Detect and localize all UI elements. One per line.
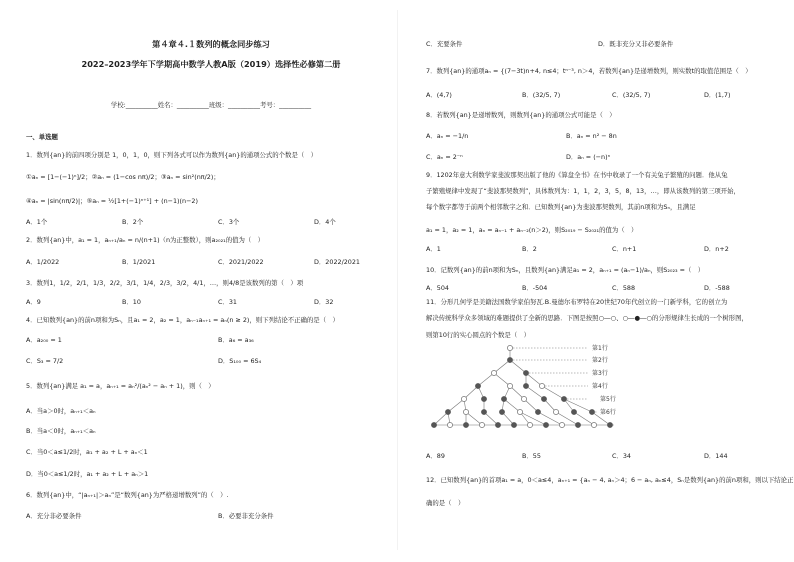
page-title: 第４章４.１数列的概念同步练习 bbox=[152, 39, 270, 49]
node-solid bbox=[541, 396, 546, 401]
option-d: D．144 bbox=[704, 452, 728, 460]
node-solid bbox=[543, 422, 548, 427]
fractal-tree-diagram bbox=[428, 340, 628, 440]
node-hollow bbox=[553, 409, 558, 414]
node-hollow bbox=[447, 422, 452, 427]
option-d: D．-588 bbox=[704, 284, 730, 292]
node-hollow bbox=[591, 422, 596, 427]
option-b: B．a₆ = a₃₆ bbox=[218, 336, 254, 344]
option-c: C．n+1 bbox=[612, 245, 637, 253]
question-12: 确的是（ ） bbox=[426, 499, 465, 507]
option-c: C．2021/2022 bbox=[218, 258, 264, 266]
node-solid bbox=[523, 370, 528, 375]
option-d: D．2022/2021 bbox=[314, 258, 360, 266]
option-c: C．34 bbox=[612, 452, 631, 460]
node-solid bbox=[507, 357, 512, 362]
question-1: 1．数列{an}的前四项分别是 1，0，1，0，则下列各式可以作为数列{an}的通项公式的个数是（ ） bbox=[26, 151, 318, 159]
question-9: a₁ = 1，a₂ = 1，aₙ = aₙ₋₁ + aₙ₋₂(n＞2)，则S₂₀₁₉ − S₂₀₂₁的值为（ ） bbox=[426, 226, 638, 234]
option-b: B．必要非充分条件 bbox=[218, 512, 274, 520]
row-label: 第1行 bbox=[592, 345, 608, 352]
page-subtitle: 2022–2023学年下学期高中数学人教A版（2019）选择性必修第二册 bbox=[81, 59, 341, 69]
question-5: 5．数列{an}满足 a₁ = a，aₙ₊₁ = aₙ²/(aₙ² − aₙ + 1)，则（ ） bbox=[26, 382, 215, 390]
option-b: B．-504 bbox=[522, 284, 548, 292]
option-a: A．aₙ = −1/n bbox=[426, 132, 469, 140]
row-label: 第5行 bbox=[600, 396, 616, 403]
option-b: B．1/2021 bbox=[122, 258, 156, 266]
option-b: B．(32/5, 7) bbox=[522, 91, 561, 99]
option-a: A．a₂₀₀ = 1 bbox=[26, 336, 62, 344]
option-d: D．既非充分又非必要条件 bbox=[598, 40, 674, 48]
node-hollow bbox=[463, 409, 468, 414]
node-hollow bbox=[461, 396, 466, 401]
node-solid bbox=[561, 396, 566, 401]
option-d: D．4个 bbox=[314, 218, 336, 226]
node-solid bbox=[499, 409, 504, 414]
option-c: C．588 bbox=[612, 284, 636, 292]
question-3: 3．数列1，1/2，2/1，1/3，2/2，3/1，1/4，2/3，3/2，4/1，…，则4/8是该数列的第（ ）项 bbox=[26, 279, 304, 287]
option-a: A．1个 bbox=[26, 218, 48, 226]
option-d: D．当0＜a≤1/2时，a₁ + a₂ + L + aₙ＞1 bbox=[26, 470, 149, 478]
option-b: B．55 bbox=[522, 452, 541, 460]
question-12: 12．已知数列{an}的首项a₁ = a，0＜a≤4，aₙ₊₁ = {aₙ − 4, aₙ＞4；6 − aₙ, aₙ≤4，Sₙ是数列{an}的前n项和，则以下结论正 bbox=[426, 476, 794, 484]
option-a: A．504 bbox=[426, 284, 449, 292]
option-c: C．充要条件 bbox=[426, 40, 463, 48]
option-b: B．当a＜0时，aₙ₊₁＜aₙ bbox=[26, 427, 96, 435]
section-heading: 一、单选题 bbox=[26, 133, 58, 141]
option-d: D．(1,7) bbox=[704, 91, 731, 99]
option-b: B．aₙ = n² − 8n bbox=[566, 132, 617, 140]
option-a: A．当a＞0时，aₙ₊₁＜aₙ bbox=[26, 407, 96, 415]
node-solid bbox=[523, 383, 528, 388]
node-hollow bbox=[507, 383, 512, 388]
option-c: C．aₙ = 2⁻ⁿ bbox=[426, 153, 463, 161]
option-a: A．充分非必要条件 bbox=[26, 512, 82, 520]
node-solid bbox=[535, 409, 540, 414]
option-b: B．10 bbox=[122, 298, 141, 306]
question-11: 则第10行的实心圆点的个数是（ ） bbox=[426, 331, 530, 339]
node-hollow bbox=[521, 396, 526, 401]
node-solid bbox=[463, 422, 468, 427]
option-a: A．(4,7) bbox=[426, 91, 452, 99]
option-c: C．当0＜a≤1/2时，a₁ + a₂ + L + aₙ＜1 bbox=[26, 448, 148, 456]
node-hollow bbox=[517, 409, 522, 414]
option-c: C．3个 bbox=[218, 218, 240, 226]
question-9: 每个数字都等于前两个相邻数字之和．已知数列{an}为斐波那契数列，其前n项和为Sₙ，且满足 bbox=[426, 203, 696, 211]
question-7: 7．数列{an}的通项aₙ = {(7−3t)n+4, n≤4；tⁿ⁻³, n＞4，若数列{an}是递增数列，则实数t的取值范围是（ ） bbox=[426, 67, 752, 75]
question-11: 解决传统科学众多领域的难题提供了全新的思路．下图是按照○―○、○―●―○的分形规律生长成的一个树形图， bbox=[426, 314, 748, 322]
node-solid bbox=[431, 422, 436, 427]
option-a: A．89 bbox=[426, 452, 445, 460]
node-solid bbox=[495, 422, 500, 427]
student-info-line: 学校:__________姓名：__________班级：__________考号：__________ bbox=[110, 101, 312, 109]
row-label: 第4行 bbox=[592, 383, 608, 390]
row-label: 第2行 bbox=[592, 357, 608, 364]
row-label: 第6行 bbox=[600, 409, 616, 416]
option-a: A．9 bbox=[26, 298, 41, 306]
node-solid bbox=[571, 409, 576, 414]
node-hollow bbox=[559, 422, 564, 427]
question-2: 2．数列{an}中，a₁ = 1，aₙ₊₁/aₙ = n/(n+1)（n为正整数），则a₂₀₂₁的值为（ ） bbox=[26, 236, 265, 244]
column-divider bbox=[397, 10, 398, 550]
question-10: 10．记数列{an}的前n项和为Sₙ，且数列{an}满足a₁ = 2，aₙ₊₁ = (aₙ−1)/aₙ，则S₂₀₂₃ =（ ） bbox=[426, 266, 705, 274]
tree-nodes bbox=[431, 345, 612, 427]
node-hollow bbox=[491, 370, 496, 375]
node-solid bbox=[445, 409, 450, 414]
option-c: C．31 bbox=[218, 298, 237, 306]
row-label: 第3行 bbox=[592, 370, 608, 377]
option-d: D．n+2 bbox=[704, 245, 729, 253]
node-solid bbox=[481, 396, 486, 401]
option-a: A．1/2022 bbox=[26, 258, 60, 266]
node-hollow bbox=[479, 422, 484, 427]
option-b: B．2 bbox=[522, 245, 537, 253]
option-d: D．32 bbox=[314, 298, 334, 306]
question-8: 8．若数列{an}是递增数列，则数列{an}的通项公式可能是（ ） bbox=[426, 111, 616, 119]
node-solid bbox=[475, 383, 480, 388]
question-11: 11．分形几何学是美籍法国数学家伯努瓦.B.曼德尔布罗特在20世纪70年代创立的一门新学科，它的创立为 bbox=[426, 298, 728, 306]
question-1-formulas: ④aₙ = |sin(nπ/2)|；⑤aₙ = ½[1+(−1)ⁿ⁺¹] + (n−1)(n−2) bbox=[26, 197, 198, 205]
node-hollow bbox=[507, 345, 512, 350]
option-c: C．S₃ = 7/2 bbox=[26, 357, 64, 365]
node-hollow bbox=[527, 422, 532, 427]
node-solid bbox=[501, 396, 506, 401]
node-solid bbox=[575, 422, 580, 427]
node-solid bbox=[607, 422, 612, 427]
node-solid bbox=[481, 409, 486, 414]
question-9: 9．1202年意大利数学家斐波那契出版了他的《算盘全书》在书中收录了一个有关兔子繁殖的问题．他从兔 bbox=[426, 171, 728, 179]
node-solid bbox=[589, 409, 594, 414]
node-hollow bbox=[539, 383, 544, 388]
node-solid bbox=[511, 422, 516, 427]
question-6: 6．数列{an}中，“|aₙ₊₁|＞aₙ”是“数列{an}为严格递增数列”的（ ）. bbox=[26, 491, 229, 499]
question-1-formulas: ①aₙ = [1−(−1)ⁿ]/2；②aₙ = (1−cos nπ)/2；③aₙ = sin²(nπ/2)； bbox=[26, 173, 220, 181]
option-b: B．2个 bbox=[122, 218, 144, 226]
option-d: D．aₙ = (−n)ⁿ bbox=[566, 153, 611, 161]
question-9: 子繁殖规律中发现了“斐波那契数列”，具体数列为：1，1，2，3，5，8，13，…，即从该数列的第三项开始， bbox=[426, 187, 740, 195]
question-4: 4．已知数列{an}的前n项和为Sₙ，且a₁ = 2，a₂ = 1，aₙ₋₁aₙ₊₁ = aₙ(n ≥ 2)，则下列结论不正确的是（ ） bbox=[26, 316, 339, 324]
option-c: C．(32/5, 7) bbox=[612, 91, 651, 99]
option-d: D．S₁₀₀ = 6S₄ bbox=[218, 357, 262, 365]
option-a: A．1 bbox=[426, 245, 441, 253]
